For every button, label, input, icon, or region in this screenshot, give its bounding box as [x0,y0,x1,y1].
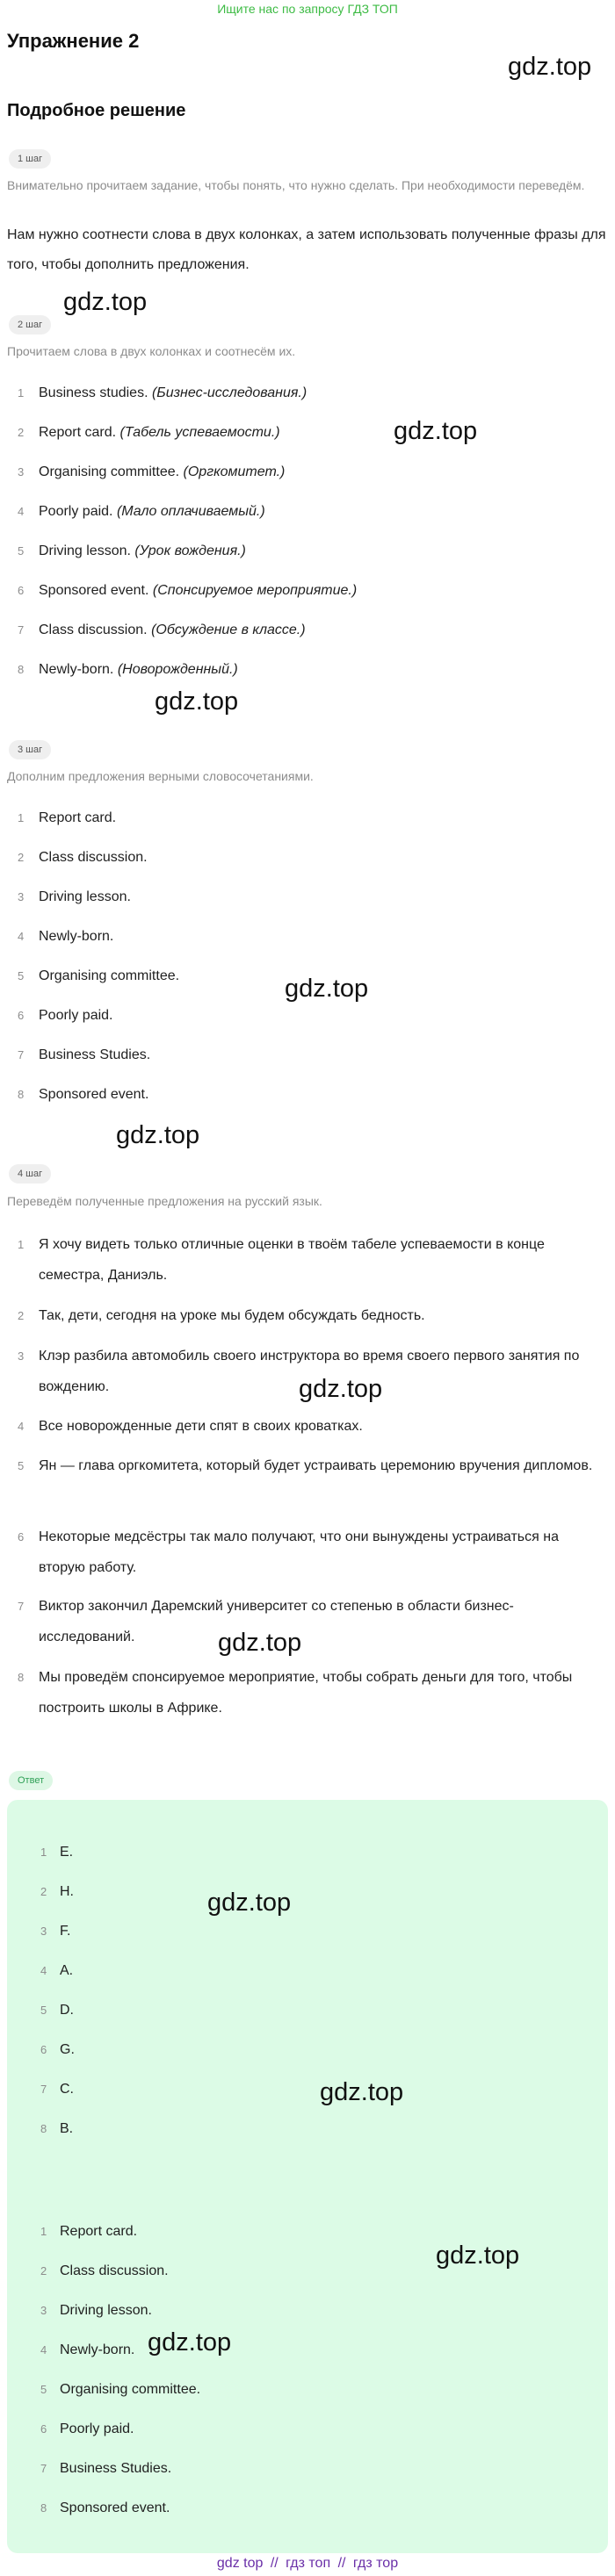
item-text: Все новорожденные дети спят в своих кроватках. [39,1419,363,1434]
step-4-note: Переведём полученные предложения на русский язык. [7,1194,322,1208]
item-text: Ян — глава оргкомитета, который будет устраивать церемонию вручения дипломов. [39,1458,593,1473]
list-item [0,2375,615,2405]
list-item [0,843,615,873]
watermark: gdz.top [218,1629,302,1657]
item-number: 4 [18,505,25,518]
item-number: 7 [40,2083,47,2096]
list-item [0,2256,615,2286]
item-text: Мы проведём спонсируемое мероприятие, чтобы собрать деньги для того, чтобы построить школы в Африке. [39,1670,573,1716]
footer-separator: // [337,2556,346,2571]
item-number: 7 [18,623,25,637]
item-text: Poorly paid. (Мало оплачиваемый.) [39,504,265,519]
item-text: Report card. (Табель успеваемости.) [39,425,280,440]
item-number: 6 [18,1530,25,1543]
list-item [0,803,615,833]
item-text: Organising committee. (Оргкомитет.) [39,464,286,479]
item-text: Driving lesson. [60,2303,152,2318]
item-number: 1 [18,386,25,399]
watermark: gdz.top [320,2078,404,2106]
item-text: Poorly paid. [39,1008,113,1023]
item-number: 1 [40,2225,47,2238]
list-item [0,1040,615,1070]
watermark: gdz.top [285,975,369,1003]
list-item [0,2075,615,2105]
answer-label: Ответ [9,1771,53,1790]
list-item [0,2114,615,2144]
list-item [0,1917,615,1946]
item-number: 2 [18,851,25,864]
item-number: 3 [40,1925,47,1938]
item-text: A. [60,1963,74,1978]
item-number: 8 [18,1088,25,1101]
item-text: Sponsored event. [39,1087,149,1102]
list-item [0,615,615,645]
item-text: D. [60,2003,74,2018]
item-text: Business Studies. [39,1047,151,1062]
list-item [0,536,615,566]
item-text: F. [60,1924,71,1939]
step-2-label: 2 шаг [9,315,51,335]
item-text: Driving lesson. (Урок вождения.) [39,543,246,558]
item-text: Report card. [60,2224,138,2239]
item-number: 2 [40,1885,47,1898]
watermark: gdz.top [63,288,148,316]
item-number: 5 [18,969,25,982]
item-text: E. [60,1845,74,1860]
list-item [0,1838,615,1867]
list-item [0,2414,615,2444]
watermark: gdz.top [394,417,478,445]
list-item [0,2335,615,2365]
item-number: 6 [18,584,25,597]
watermark: gdz.top [155,687,239,716]
item-number: 3 [18,1349,25,1363]
item-number: 6 [40,2422,47,2436]
item-text: B. [60,2121,74,2136]
item-number: 6 [40,2043,47,2056]
footer-link[interactable]: гдз топ [286,2556,331,2571]
list-item [0,497,615,527]
list-item [0,655,615,685]
item-number: 3 [18,465,25,479]
item-text: Class discussion. [39,850,148,865]
item-number: 5 [40,2004,47,2017]
item-text: Driving lesson. [39,889,131,904]
item-text: Некоторые медсёстры так мало получают, что они вынуждены устраиваться на вторую работу. [39,1529,559,1575]
list-item [0,418,615,448]
item-number: 2 [18,1309,25,1322]
list-item [0,378,615,408]
item-text: Так, дети, сегодня на уроке мы будем обсуждать бедность. [39,1308,425,1323]
item-text: Poorly paid. [60,2421,134,2436]
item-text: G. [60,2042,75,2057]
section-title: Подробное решение [7,101,186,120]
item-text: Клэр разбила автомобиль своего инструктора во время своего первого занятия по вождению. [39,1349,580,1394]
watermark: gdz.top [508,53,592,81]
item-number: 7 [40,2462,47,2475]
item-number: 2 [40,2264,47,2277]
item-number: 4 [40,1964,47,1977]
item-number: 4 [18,1420,25,1433]
footer-link[interactable]: гдз тор [352,2556,399,2571]
item-text: Sponsored event. [60,2500,170,2515]
step-2-note: Прочитаем слова в двух колонках и соотнесём их. [7,344,296,358]
list-item [0,2217,615,2247]
footer-links [0,2551,615,2576]
step-3-label: 3 шаг [9,740,51,759]
item-text: Я хочу видеть только отличные оценки в твоём табеле успеваемости в конце семестра, Даниэль. [39,1237,545,1283]
list-item [0,457,615,487]
item-text: Organising committee. [60,2382,201,2397]
item-text: Report card. [39,810,117,825]
item-number: 3 [18,890,25,903]
item-number: 8 [40,2501,47,2515]
list-item [0,576,615,606]
list-item [0,1996,615,2026]
list-item [0,2035,615,2065]
page-title: Упражнение 2 [7,30,140,52]
item-number: 8 [40,2122,47,2135]
footer-link[interactable]: gdz top [216,2556,264,2571]
step-4-label: 4 шаг [9,1164,51,1184]
list-item [0,2454,615,2484]
step-3-note: Дополним предложения верными словосочетаниями. [7,769,314,783]
item-number: 3 [40,2304,47,2317]
watermark: gdz.top [148,2328,232,2357]
item-text: Business studies. (Бизнес-исследования.) [39,385,308,400]
item-number: 5 [18,544,25,558]
top-banner[interactable]: Ищите нас по запросу ГДЗ ТОП [217,2,398,16]
watermark: gdz.top [207,1889,292,1917]
item-text: Sponsored event. (Спонсируемое мероприятие.) [39,583,358,598]
item-text: Business Studies. [60,2461,172,2476]
list-item [0,1877,615,1907]
step-1-label: 1 шаг [9,149,51,169]
list-item [0,2296,615,2326]
item-number: 1 [18,1238,25,1251]
item-text: H. [60,1884,74,1899]
watermark: gdz.top [299,1375,383,1403]
item-text: Newly-born. [60,2342,135,2357]
item-text: C. [60,2082,74,2097]
item-number: 4 [40,2343,47,2357]
item-text: Organising committee. [39,968,180,983]
step-1-text: Нам нужно соотнести слова в двух колонках, а затем использовать полученные фразы для того, чтобы дополнить предложения. [7,227,606,272]
item-number: 6 [18,1009,25,1022]
item-number: 2 [18,426,25,439]
item-number: 1 [18,811,25,824]
footer-separator: // [270,2556,279,2571]
item-number: 1 [40,1846,47,1859]
list-item [0,2493,615,2523]
item-text: Newly-born. (Новорожденный.) [39,662,238,677]
step-1-note: Внимательно прочитаем задание, чтобы понять, что нужно сделать. При необходимости переведём. [7,178,585,192]
watermark: gdz.top [116,1121,200,1149]
item-text: Class discussion. (Обсуждение в классе.) [39,622,306,637]
watermark: gdz.top [436,2241,520,2270]
list-item [0,1001,615,1031]
item-text: Class discussion. [60,2263,169,2278]
list-item [0,1080,615,1110]
list-item [0,882,615,912]
list-item [0,922,615,952]
item-text: Newly-born. [39,929,114,944]
item-number: 8 [18,663,25,676]
item-number: 5 [40,2383,47,2396]
item-number: 8 [18,1671,25,1684]
list-item [0,1956,615,1986]
item-number: 5 [18,1459,25,1472]
item-number: 7 [18,1600,25,1613]
item-number: 7 [18,1048,25,1061]
item-number: 4 [18,930,25,943]
item-text: Виктор закончил Даремский университет со степенью в области бизнес-исследований. [39,1599,514,1644]
